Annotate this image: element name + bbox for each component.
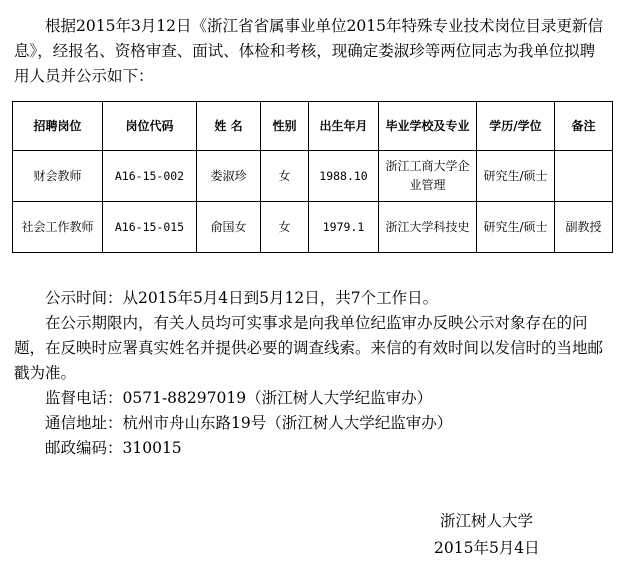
table-row: [13, 151, 613, 202]
postcode-line: 邮政编码：310015: [45, 439, 182, 457]
intro-paragraph: [14, 14, 604, 89]
address-line: 通信地址：杭州市舟山东路19号（浙江树人大学纪监审办）: [45, 414, 453, 432]
cell-degree: 研究生/硕士: [477, 202, 555, 253]
cell-degree: 研究生/硕士: [477, 151, 555, 202]
header-gender: 性别: [261, 102, 309, 151]
cell-remarks: [555, 151, 613, 202]
table-row: [13, 202, 613, 253]
header-remarks: 备注: [555, 102, 613, 151]
notice-text: 在公示期限内，有关人员均可实事求是向我单位纪监审办反映公示对象存在的问题，在反映时应署真实姓名并提供必要的调查线索。来信的有效时间以发信时的当地邮戳为准。: [14, 314, 604, 382]
cell-gender: 女: [261, 151, 309, 202]
header-name: 姓 名: [197, 102, 261, 151]
header-position: 招聘岗位: [13, 102, 103, 151]
cell-name: 俞国女: [197, 202, 261, 253]
cell-remarks: 副教授: [555, 202, 613, 253]
cell-birth: 1979.1: [309, 202, 379, 253]
cell-school-major: 浙江工商大学企业管理: [379, 151, 477, 202]
signature-org: 浙江树人大学: [440, 512, 534, 530]
notice-paragraph: [14, 311, 604, 386]
cell-position: 社会工作教师: [13, 202, 103, 253]
notice-body: [14, 286, 604, 461]
intro-text: 根据2015年3月12日《浙江省省属事业单位2015年特殊专业技术岗位目录更新信息》，经报名、资格审查、面试、体检和考核，现确定娄淑珍等两位同志为我单位拟聘用人员并公示如下：: [14, 17, 603, 85]
cell-gender: 女: [261, 202, 309, 253]
header-position-code: 岗位代码: [103, 102, 197, 151]
cell-birth: 1988.10: [309, 151, 379, 202]
cell-school-major: 浙江大学科技史: [379, 202, 477, 253]
cell-position-code: A16-15-015: [103, 202, 197, 253]
phone-line: 监督电话：0571-88297019（浙江树人大学纪监审办）: [45, 389, 433, 407]
signature-block: [434, 508, 540, 562]
header-degree: 学历/学位: [477, 102, 555, 151]
cell-name: 娄淑珍: [197, 151, 261, 202]
cell-position-code: A16-15-002: [103, 151, 197, 202]
table-header-row: [13, 102, 613, 151]
cell-position: 财会教师: [13, 151, 103, 202]
hire-roster-table: [12, 101, 613, 253]
signature-date: 2015年5月4日: [434, 539, 540, 557]
header-birth: 出生年月: [309, 102, 379, 151]
period-line: 公示时间：从2015年5月4日到5月12日，共7个工作日。: [45, 289, 439, 307]
header-school-major: 毕业学校及专业: [379, 102, 477, 151]
